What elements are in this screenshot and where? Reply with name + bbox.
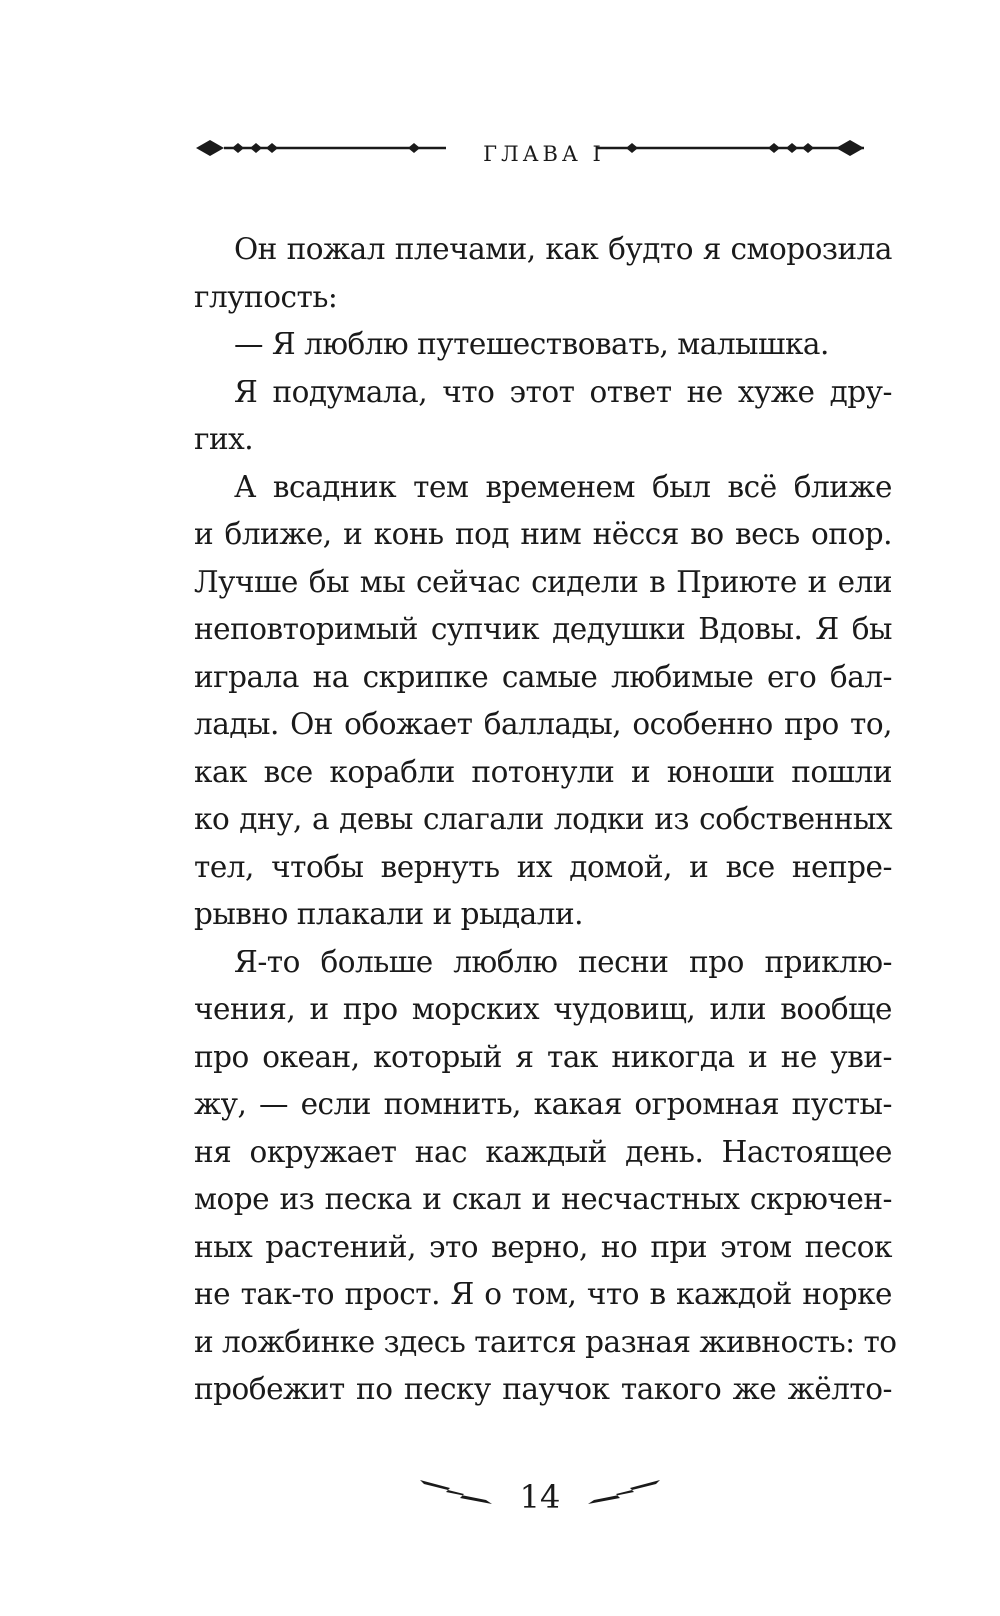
text-line: как все корабли потонули и юноши пошли xyxy=(194,754,892,789)
text-line: ня окружает нас каждый день. Настоящее xyxy=(194,1134,892,1169)
text-line: неповторимый супчик дедушки Вдовы. Я бы xyxy=(194,612,892,646)
text-line: про океан, который я так никогда и не уви- xyxy=(194,1039,892,1074)
text-line: лады. Он обожает баллады, особенно про то, xyxy=(194,707,892,741)
text-line: пробежит по песку паучок такого же жёлто- xyxy=(194,1372,892,1406)
running-header xyxy=(196,136,892,176)
text-line: и ближе, и конь под ним нёсся во весь опор. xyxy=(194,517,892,551)
text-line: чения, и про морских чудовищ, или вообще xyxy=(194,992,892,1026)
text-line: Он пожал плечами, как будто я сморозила xyxy=(234,232,892,266)
text-line: глупость: xyxy=(194,279,338,314)
text-line: ко дну, а девы слагали лодки из собственных xyxy=(194,802,892,836)
text-line: и ложбинке здесь таится разная живность: то xyxy=(194,1324,897,1359)
text-line: ных растений, это верно, но при этом песок xyxy=(194,1229,892,1264)
text-line: рывно плакали и рыдали. xyxy=(194,897,583,931)
text-line: Я подумала, что этот ответ не хуже дру- xyxy=(234,374,892,409)
text-line: море из песка и скал и несчастных скрючен- xyxy=(194,1182,892,1216)
text-line: Лучше бы мы сейчас сидели в Приюте и ели xyxy=(194,564,892,599)
text-line: жу, — если помнить, какая огромная пусты- xyxy=(194,1087,892,1121)
text-line: гих. xyxy=(194,422,254,456)
text-line: тел, чтобы вернуть их домой, и все непре- xyxy=(194,849,892,884)
text-line: А всадник тем временем был всё ближе xyxy=(234,469,892,504)
text-line: Я-то больше люблю песни про приклю- xyxy=(234,944,892,979)
page-number: 14 xyxy=(519,1478,561,1516)
page-footer xyxy=(420,1470,660,1530)
text-line: — Я люблю путешествовать, малышка. xyxy=(234,327,829,361)
body-text xyxy=(194,226,897,1414)
text-line: играла на скрипке самые любимые его бал- xyxy=(194,659,892,694)
text-line: не так-то прост. Я о том, что в каждой норке xyxy=(194,1277,892,1311)
chapter-title: ГЛАВА I xyxy=(483,142,605,166)
